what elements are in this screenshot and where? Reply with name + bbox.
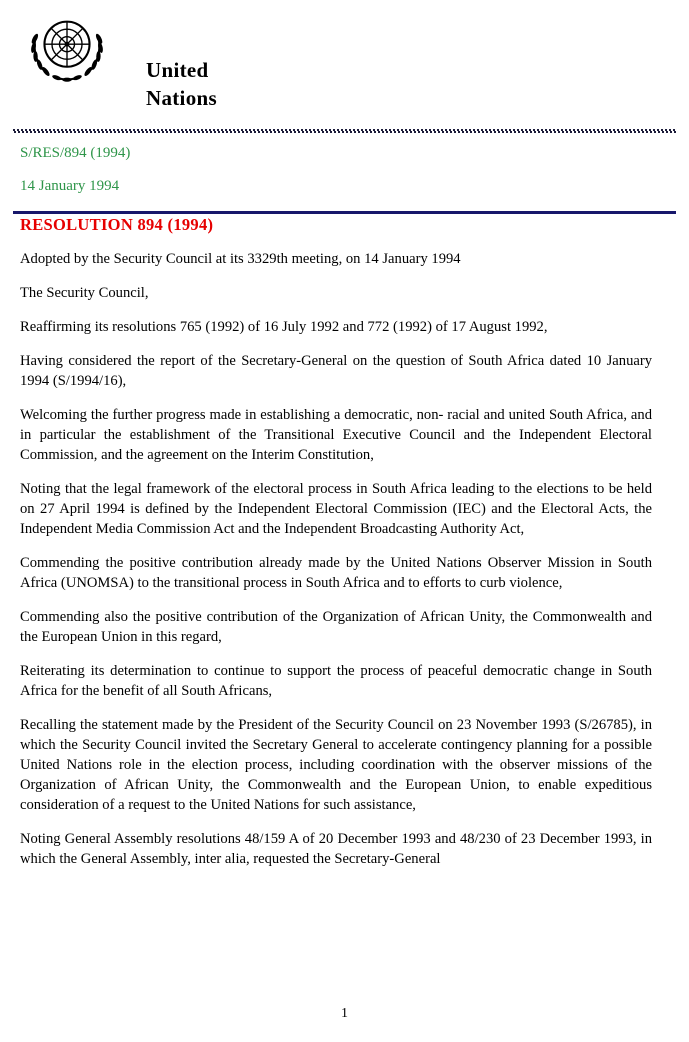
paragraph: Welcoming the further progress made in establishing a democratic, non- racial and united South Africa, and in particular the establishment of the Transitional Executive Council and the Independent Electoral Commission, and the agreement on the Interim Constitution,: [20, 407, 652, 464]
org-name-line1: United: [146, 58, 209, 82]
doc-symbol: S/RES/894 (1994): [20, 144, 131, 161]
paragraph: Recalling the statement made by the President of the Security Council on 23 November 1993 (S/26785), in which the Security Council invited the Secretary General to accelerate contingency planning for a possible United Nations role in the election process, including coordination with the observer missions of the Organization of African Unity, the Commonwealth and the European Union, to enable expeditious consideration of a request to the United Nations for such assistance,: [20, 717, 652, 813]
paragraph: Having considered the report of the Secretary-General on the question of South Africa dated 10 January 1994 (S/1994/16),: [20, 353, 652, 390]
paragraph: Noting General Assembly resolutions 48/159 A of 20 December 1993 and 48/230 of 23 December 1993, in which the General Assembly, inter alia, requested the Secretary-General: [20, 830, 652, 867]
org-name: [146, 56, 217, 113]
document-header: [0, 0, 689, 113]
paragraph: Noting that the legal framework of the electoral process in South Africa leading to the elections to be held on 27 April 1994 is defined by the Independent Electoral Commission (IEC) and the Electoral Acts, the Independent Media Commission Act and the Independent Broadcasting Authority Act,: [20, 481, 652, 538]
page-number: 1: [341, 1006, 348, 1021]
document-meta: [20, 145, 689, 195]
paragraph: The Security Council,: [20, 285, 149, 302]
paragraph: Reiterating its determination to continue to support the process of peaceful democratic change in South Africa for the benefit of all South Africans,: [20, 663, 652, 700]
resolution-title: RESOLUTION 894 (1994): [20, 214, 214, 234]
paragraph: Adopted by the Security Council at its 3329th meeting, on 14 January 1994: [20, 251, 461, 268]
org-name-line2: Nations: [146, 86, 217, 111]
doc-date: 14 January 1994: [20, 177, 120, 194]
un-emblem-icon: [26, 8, 108, 94]
document-body: [0, 214, 689, 870]
paragraph: Commending the positive contribution already made by the United Nations Observer Mission in South Africa (UNOMSA) to the transitional process in South Africa and to efforts to curb violence,: [20, 555, 652, 592]
dotted-rule: [13, 129, 676, 133]
page-footer: [0, 1006, 689, 1022]
paragraph: Reaffirming its resolutions 765 (1992) of 16 July 1992 and 772 (1992) of 17 August 1992,: [20, 319, 548, 336]
paragraph: Commending also the positive contribution of the Organization of African Unity, the Commonwealth and the European Union in this regard,: [20, 609, 652, 646]
